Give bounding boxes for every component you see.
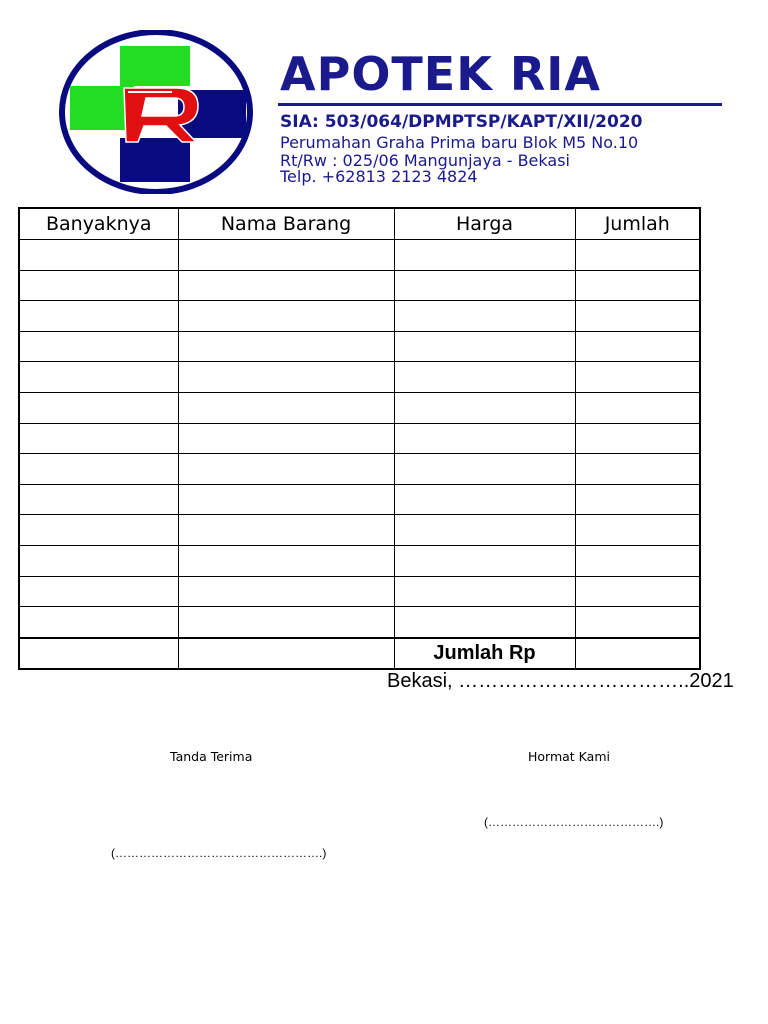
quantity-cell[interactable] xyxy=(19,423,178,454)
quantity-cell[interactable] xyxy=(19,392,178,423)
item-name-cell[interactable] xyxy=(178,545,394,576)
total-label: Jumlah Rp xyxy=(394,638,575,670)
table-row xyxy=(19,545,700,576)
price-cell[interactable] xyxy=(394,607,575,638)
price-cell[interactable] xyxy=(394,576,575,607)
quantity-cell[interactable] xyxy=(19,607,178,638)
table-row xyxy=(19,454,700,485)
table-row xyxy=(19,301,700,332)
total-amount-cell[interactable] xyxy=(575,638,700,670)
item-name-cell[interactable] xyxy=(178,392,394,423)
receiver-label: Tanda Terima xyxy=(170,749,253,764)
amount-cell[interactable] xyxy=(575,607,700,638)
quantity-cell[interactable] xyxy=(19,270,178,301)
table-row xyxy=(19,515,700,546)
table-row xyxy=(19,240,700,271)
logo-cross-green-top xyxy=(120,46,190,86)
letterhead xyxy=(0,0,768,200)
item-name-cell[interactable] xyxy=(178,362,394,393)
table-row xyxy=(19,576,700,607)
price-cell[interactable] xyxy=(394,454,575,485)
sender-label: Hormat Kami xyxy=(528,749,610,764)
price-cell[interactable] xyxy=(394,392,575,423)
price-cell[interactable] xyxy=(394,331,575,362)
table-row xyxy=(19,270,700,301)
item-name-cell[interactable] xyxy=(178,484,394,515)
amount-cell[interactable] xyxy=(575,392,700,423)
quantity-cell[interactable] xyxy=(19,240,178,271)
amount-cell[interactable] xyxy=(575,515,700,546)
quantity-cell[interactable] xyxy=(19,484,178,515)
address-line-1: Perumahan Graha Prima baru Blok M5 No.10 xyxy=(280,133,639,152)
price-cell[interactable] xyxy=(394,515,575,546)
price-cell[interactable] xyxy=(394,270,575,301)
amount-cell[interactable] xyxy=(575,545,700,576)
amount-cell[interactable] xyxy=(575,454,700,485)
price-cell[interactable] xyxy=(394,301,575,332)
logo-cross-navy-bottom xyxy=(120,138,190,182)
pharmacy-name: APOTEK RIA xyxy=(280,47,602,101)
table-row xyxy=(19,331,700,362)
quantity-cell[interactable] xyxy=(19,515,178,546)
table-row xyxy=(19,392,700,423)
amount-cell[interactable] xyxy=(575,362,700,393)
quantity-cell[interactable] xyxy=(19,545,178,576)
quantity-cell[interactable] xyxy=(19,576,178,607)
price-cell[interactable] xyxy=(394,423,575,454)
column-header-amount: Jumlah xyxy=(575,208,700,240)
sender-signature-line: (…………………………………….) xyxy=(484,815,664,829)
amount-cell[interactable] xyxy=(575,576,700,607)
title-underline xyxy=(278,103,722,106)
item-name-cell[interactable] xyxy=(178,240,394,271)
quantity-cell[interactable] xyxy=(19,331,178,362)
item-name-cell[interactable] xyxy=(178,454,394,485)
table-row xyxy=(19,423,700,454)
amount-cell[interactable] xyxy=(575,240,700,271)
item-name-cell[interactable] xyxy=(178,607,394,638)
quantity-cell[interactable] xyxy=(19,454,178,485)
quantity-cell[interactable] xyxy=(19,362,178,393)
price-cell[interactable] xyxy=(394,484,575,515)
invoice-table xyxy=(18,207,701,670)
table-header-row xyxy=(19,208,700,240)
table-row xyxy=(19,362,700,393)
receiver-signature-line: (…………………………………………….) xyxy=(111,846,327,860)
amount-cell[interactable] xyxy=(575,484,700,515)
item-name-cell[interactable] xyxy=(178,515,394,546)
table-row xyxy=(19,607,700,638)
column-header-item-name: Nama Barang xyxy=(178,208,394,240)
license-number: SIA: 503/064/DPMPTSP/KAPT/XII/2020 xyxy=(280,112,643,132)
amount-cell[interactable] xyxy=(575,301,700,332)
total-cell-quantity[interactable] xyxy=(19,638,178,670)
amount-cell[interactable] xyxy=(575,423,700,454)
column-header-price: Harga xyxy=(394,208,575,240)
amount-cell[interactable] xyxy=(575,331,700,362)
item-name-cell[interactable] xyxy=(178,270,394,301)
place-and-date: Bekasi, ……………………………..2021 xyxy=(387,670,734,692)
item-name-cell[interactable] xyxy=(178,576,394,607)
item-name-cell[interactable] xyxy=(178,301,394,332)
table-row xyxy=(19,484,700,515)
total-cell-item-name[interactable] xyxy=(178,638,394,670)
column-header-quantity: Banyaknya xyxy=(19,208,178,240)
total-row xyxy=(19,638,700,670)
price-cell[interactable] xyxy=(394,362,575,393)
phone-number: Telp. +62813 2123 4824 xyxy=(280,167,478,186)
item-name-cell[interactable] xyxy=(178,423,394,454)
price-cell[interactable] xyxy=(394,240,575,271)
quantity-cell[interactable] xyxy=(19,301,178,332)
item-name-cell[interactable] xyxy=(178,331,394,362)
price-cell[interactable] xyxy=(394,545,575,576)
amount-cell[interactable] xyxy=(575,270,700,301)
pharmacy-logo xyxy=(58,30,254,194)
address-line-2: Rt/Rw : 025/06 Mangunjaya - Bekasi xyxy=(280,151,570,170)
